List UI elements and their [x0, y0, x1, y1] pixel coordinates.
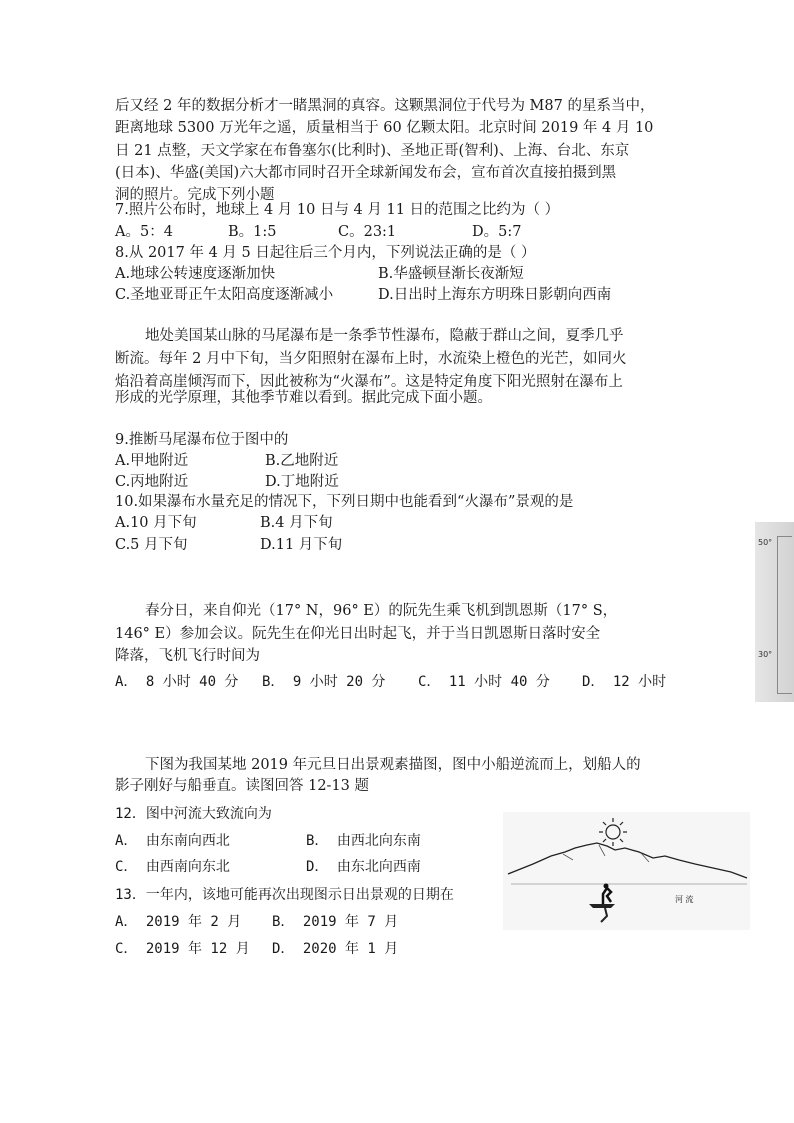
passage-line: 146° E）参加会议。阮先生在仰光日出时起飞，并于当日凯恩斯日落时安全 — [115, 626, 601, 642]
intro-line: 洞的照片。完成下列小题 — [115, 187, 275, 203]
option-c: C． 2019 年 12 月 — [115, 941, 250, 957]
option-a: A． 由东南向西北 — [115, 833, 230, 849]
river-label: 河 流 — [675, 895, 694, 904]
passage-line: 形成的光学原理，其他季节难以看到。据此完成下面小题。 — [115, 390, 492, 406]
option-c: C。23:1 — [338, 224, 397, 240]
passage-line: 影子刚好与船垂直。读图回答 12-13 题 — [115, 778, 370, 794]
intro-line: (日本)、华盛(美国)六大都市同时召开全球新闻发布会，宣布首次直接拍摄到黑 — [115, 165, 617, 181]
sunrise-sketch-figure — [503, 812, 750, 930]
option-a: A． 8 小时 40 分 — [115, 674, 239, 690]
passage-line: 降落，飞机飞行时间为 — [115, 648, 260, 664]
option-a: A.10 月下旬 — [115, 515, 197, 531]
latitude-label-bottom: 30° — [758, 650, 773, 659]
option-c: C.5 月下旬 — [115, 537, 188, 553]
option-d: D。5:7 — [472, 224, 522, 240]
question-stem: 10.如果瀑布水量充足的情况下，下列日期中也能看到“火瀑布”景观的是 — [115, 494, 574, 510]
intro-line: 日 21 点整，天文学家在布鲁塞尔(比利时)、圣地正哥(智利)、上海、台北、东京 — [115, 143, 630, 159]
option-d: D． 12 小时 — [582, 674, 667, 690]
option-d: D.11 月下旬 — [260, 537, 343, 553]
option-d: D． 由东北向西南 — [306, 859, 421, 875]
option-b: B． 由西北向东南 — [306, 833, 421, 849]
option-b: B.乙地附近 — [265, 453, 339, 469]
option-a: A.地球公转速度逐渐加快 — [115, 266, 276, 282]
passage-line: 焰沿着高崖倾泻而下，因此被称为“火瀑布”。这是特定角度下阳光照射在瀑布上 — [115, 374, 623, 390]
option-a: A.甲地附近 — [115, 453, 189, 469]
option-d: D.丁地附近 — [265, 474, 339, 490]
option-b: B． 9 小时 20 分 — [262, 674, 386, 690]
option-b: B。1:5 — [228, 224, 277, 240]
passage-line: 地处美国某山脉的马尾瀑布是一条季节性瀑布，隐蔽于群山之间，夏季几乎 — [145, 328, 624, 344]
side-map-fragment — [755, 522, 794, 702]
option-b: B.华盛顿昼渐长夜渐短 — [378, 266, 524, 282]
latitude-label-top: 50° — [758, 538, 773, 547]
passage-line: 春分日，来自仰光（17° N，96° E）的阮先生乘飞机到凯恩斯（17° S， — [145, 603, 618, 619]
question-stem: 8.从 2017 年 4 月 5 日起往后三个月内，下列说法正确的是（ ） — [115, 245, 536, 261]
option-d: D． 2020 年 1 月 — [272, 941, 399, 957]
intro-line: 距离地球 5300 万光年之遥，质量相当于 60 亿颗太阳。北京时间 2019 年 4 月 10 — [115, 120, 654, 136]
option-b: B.4 月下旬 — [260, 515, 333, 531]
intro-line: 后又经 2 年的数据分析才一睹黑洞的真容。这颗黑洞位于代号为 M87 的星系当中， — [115, 98, 655, 114]
question-stem: 9.推断马尾瀑布位于图中的 — [115, 432, 289, 448]
question-stem: 7.照片公布时，地球上 4 月 10 日与 4 月 11 日的范围之比约为（ ） — [115, 202, 560, 218]
passage-line: 断流。每年 2 月中下旬，当夕阳照射在瀑布上时，水流染上橙色的光芒，如同火 — [115, 351, 627, 367]
option-c: C.丙地附近 — [115, 474, 189, 490]
passage-line: 下图为我国某地 2019 年元旦日出景观素描图，图中小船逆流而上，划船人的 — [145, 757, 641, 773]
option-b: B． 2019 年 7 月 — [272, 914, 399, 930]
figure-background — [503, 812, 750, 930]
option-d: D.日出时上海东方明珠日影朝向西南 — [378, 287, 612, 303]
option-c: C． 11 小时 40 分 — [418, 674, 550, 690]
option-a: A． 2019 年 2 月 — [115, 914, 242, 930]
option-a: A。5：4 — [115, 224, 173, 240]
map-frame — [777, 536, 792, 694]
question-stem: 12．图中河流大致流向为 — [115, 806, 272, 822]
option-c: C.圣地亚哥正午太阳高度逐渐减小 — [115, 287, 334, 303]
question-stem: 13．一年内，该地可能再次出现图示日出景观的日期在 — [115, 887, 454, 903]
option-c: C． 由西南向东北 — [115, 859, 230, 875]
